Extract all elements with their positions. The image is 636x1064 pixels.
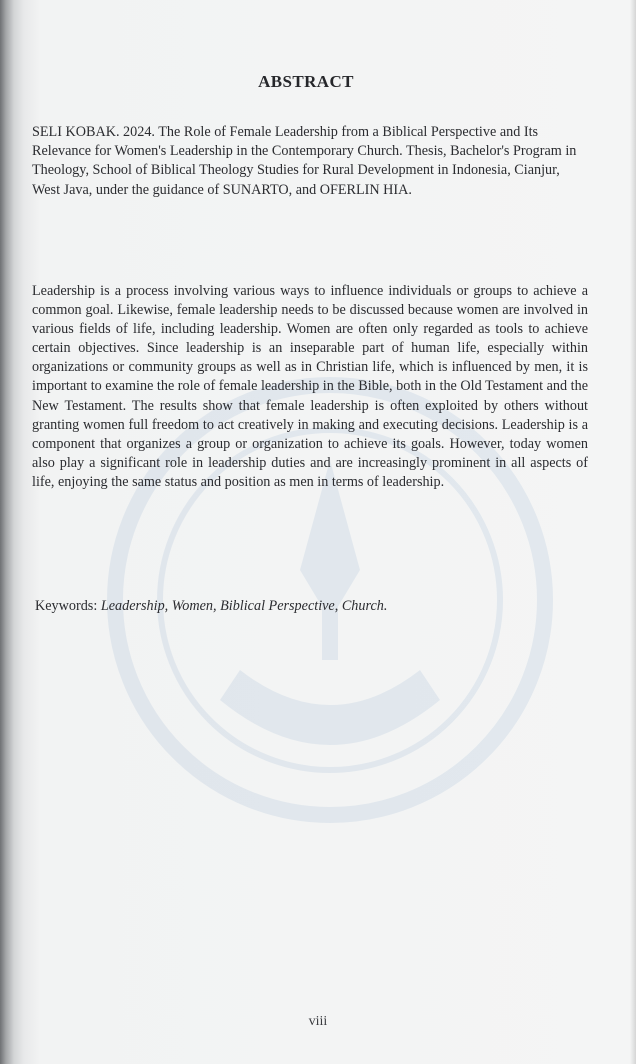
abstract-heading: ABSTRACT bbox=[258, 72, 354, 91]
keywords-list: Leadership, Women, Biblical Perspective, Church. bbox=[100, 598, 388, 614]
keywords-line bbox=[35, 597, 591, 616]
thesis-citation: SELI KOBAK. 2024. The Role of Female Leadership from a Biblical Perspective and Its Relevance for Women's Leadership in the Contemporary Church. Thesis, Bachelor's Program in Theology, School of Biblical Theology Studies for Rural Development in Indonesia, Cianjur, West Java, under the guidance of SUNARTO, and OFERLIN HIA. bbox=[32, 124, 577, 198]
abstract-paragraph: Leadership is a process involving various ways to influence individuals or groups to achieve a common goal. Likewise, female leadership needs to be discussed because women are involved in various fields of life, including leadership. Women are often only regarded as tools to achieve certain objectives. Since leadership is an inseparable part of human life, especially within organizations or community groups as well as in Christian life, which is influenced by men, it is important to examine the role of female leadership in the Bible, both in the Old Testament and the New Testament. The results show that female leadership is often exploited by others without granting women full freedom to act creatively in making and executing decisions. Leadership is a component that organizes a group or organization to achieve its goals. However, today women also play a significant role in leadership duties and are increasingly prominent in all aspects of life, enjoying the same status and position as men in terms of leadership. bbox=[32, 283, 588, 490]
page-edge-shadow bbox=[630, 0, 636, 1064]
page-number: viii bbox=[308, 1014, 328, 1029]
keywords-label: Keywords: bbox=[35, 598, 98, 614]
